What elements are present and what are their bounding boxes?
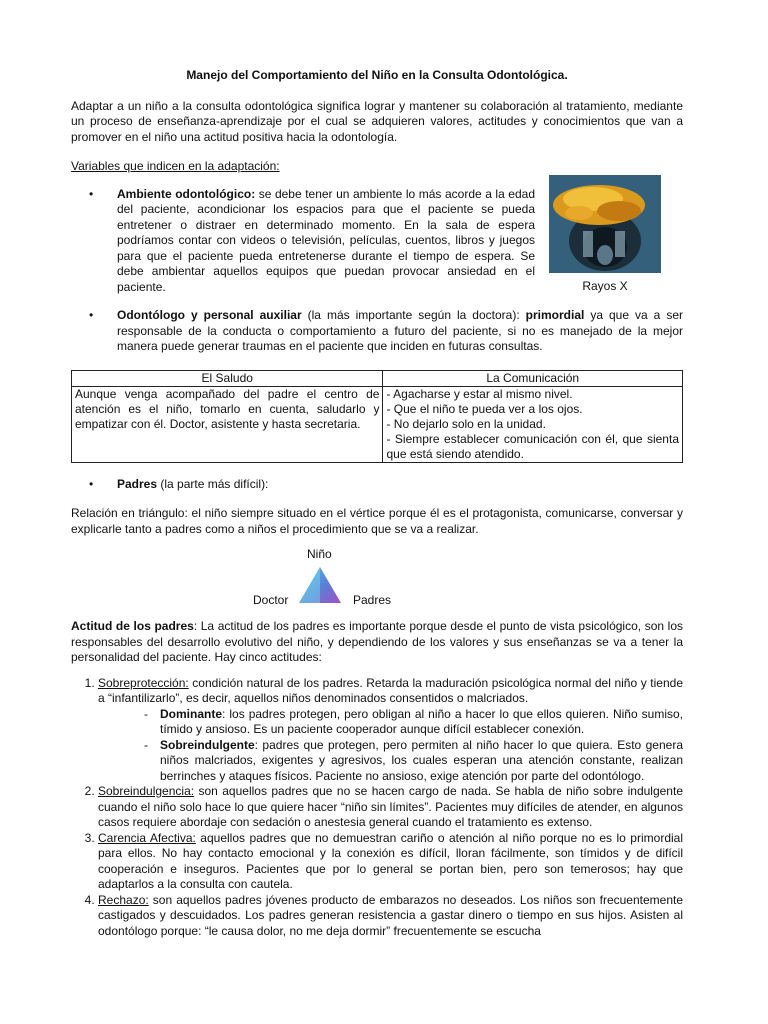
- comunicacion-item: - Siempre establecer comunicación con él, que sienta que está siendo atendido.: [386, 431, 679, 461]
- odontologo-term: Odontólogo y personal auxiliar: [117, 308, 302, 322]
- list-item: [98, 831, 683, 893]
- odontologo-text-1: (la más importante según la doctora):: [301, 308, 526, 322]
- attitude-term: Rechazo:: [98, 892, 149, 907]
- comunicacion-item: - Agacharse y estar al mismo nivel.: [386, 386, 573, 401]
- attitude-text: son aquellos padres que no se hacen cargo de nada. Se habla de niño sobre indulgente cuando el niño solo hace lo que quiere hacer “niño sin límites”. Pacientes muy difíciles de atender, en algunos casos requiere abordaje con sedación o anestesia general cuando el tratamiento es extenso.: [98, 784, 683, 829]
- comunicacion-item: - No dejarlo solo en la unidad.: [386, 416, 546, 431]
- document-page: [71, 68, 683, 939]
- sub-text: : padres que protegen, pero permiten al niño hacer lo que quiera. Esto genera niños malcriados, exigentes y agresivos, los cuales esperan una atención constante, realizan berrinches y ataques físicos. Paciente no ansioso, exige atención por parte del odontólogo.: [160, 737, 683, 783]
- sub-list-item: [144, 738, 683, 785]
- odontologo-term-2: primordial: [525, 308, 585, 322]
- triangle-label-doctor: Doctor: [253, 593, 289, 607]
- list-item: [98, 784, 683, 831]
- attitude-term: Sobreindulgencia:: [98, 784, 195, 798]
- relacion-paragraph: Relación en triángulo: el niño siempre situado en el vértice porque él es el protagonista, comunicarse, conversar y explicarle tanto a padres como a niños el procedimiento que se va a realizar.: [71, 506, 683, 536]
- sub-term: Dominante: [160, 706, 223, 721]
- attitude-text: son aquellos padres jóvenes producto de embarazos no deseados. Los niños son frecuentemente castigados y descuidados. Los padres generan resistencia a gastar dinero o tiempo en sus hijos. Asisten al odontólogo porque: “le causa dolor, no me deja dormir” frecuentemente se escucha: [98, 892, 683, 938]
- table-header-comunicacion: La Comunicación: [383, 370, 683, 386]
- actitud-paragraph: [71, 619, 683, 666]
- xray-image: [549, 175, 661, 273]
- triangle-diagram: [71, 547, 683, 609]
- list-item: [98, 893, 683, 940]
- saludo-cell: Aunque venga acompañado del padre el centro de atención es el niño, tomarlo en cuenta, saludarlo y empatizar con él. Doctor, asistente y hasta secretaria.: [72, 386, 383, 462]
- list-item: [98, 676, 683, 785]
- document-title: Manejo del Comportamiento del Niño en la Consulta Odontológica.: [186, 68, 568, 82]
- padres-term: Padres: [117, 476, 158, 491]
- xray-figure: [549, 175, 661, 295]
- comunicacion-cell: [383, 386, 683, 462]
- comparison-table: [71, 370, 683, 463]
- xray-caption: Rayos X: [582, 278, 628, 293]
- triangle-label-nino: Niño: [307, 547, 332, 561]
- intro-paragraph: Adaptar a un niño a la consulta odontológica significa lograr y mantener su colaboración al tratamiento, mediante un proceso de enseñanza-aprendizaje por el cual se adquieren valores, actitudes y conocimientos que van a promover en el niño una actitud positiva hacia la odontología.: [71, 98, 683, 144]
- ambiente-text: [117, 187, 535, 296]
- sub-list: [98, 707, 683, 785]
- attitudes-list: [71, 676, 683, 940]
- sub-text: : los padres protegen, pero obligan al niño a hacer lo que ellos quieren. Niño sumiso, tímido y ansioso. Es un paciente cooperador aunque difícil establecer conexión.: [160, 706, 683, 736]
- comunicacion-item: - Que el niño te pueda ver a los ojos.: [386, 401, 583, 416]
- attitude-term: Carencia Afectiva:: [98, 830, 196, 845]
- variables-heading: [71, 159, 683, 175]
- table-row: [72, 386, 683, 462]
- ambiente-description: se debe tener un ambiente lo más acorde a la edad del paciente, acondicionar los espacios para que el paciente se pueda entretener o distraer en determinado momento. En la sala de espera podríamos contar con videos o televisión, películas, cuentos, libros y juegos para que el paciente pueda entretenerse durante el tiempo de espera. Se debe ambientar aquellos equipos que puedan provocar ansiedad en el paciente.: [117, 186, 535, 294]
- padres-text: (la parte más difícil):: [157, 476, 269, 491]
- attitude-text: condición natural de los padres. Retarda la maduración psicológica normal del niño y tiende a “infantilizarlo”, es decir, aquellos niños denominados consentidos o malcriados.: [98, 675, 683, 705]
- triangle-label-padres: Padres: [353, 593, 392, 607]
- ambiente-term: Ambiente odontológico:: [117, 186, 256, 201]
- bullet-icon: •: [89, 186, 94, 201]
- triangle-shape: [298, 566, 342, 604]
- attitude-term: Sobreprotección:: [98, 675, 189, 690]
- bullet-icon: •: [89, 308, 94, 322]
- actitud-term: Actitud de los padres: [71, 619, 194, 633]
- odontologo-text-2: ya que va a ser responsable de la conducta o comportamiento a futuro del paciente, si no es manejado de la mejor manera puede generar traumas en el paciente que inciden en futuras consultas.: [117, 308, 683, 353]
- sub-term: Sobreindulgente: [160, 737, 255, 752]
- variables-heading-text: Variables que indicen en la adaptación:: [71, 159, 280, 173]
- attitude-text: aquellos padres que no demuestran cariño o atención al niño porque no es lo primordial para ellos. No hay contacto emocional y la conexión es difícil, lloran fácilmente, son tímidos y de difícil cooperación e inseguros. Pacientes que por lo general se portan bien, pero son temerosos; hay que adaptarlos a la consulta con cautela.: [98, 830, 683, 891]
- table-header-row: [72, 370, 683, 386]
- bullet-icon: •: [89, 476, 94, 491]
- sub-list-item: [144, 707, 683, 738]
- table-header-saludo: El Saludo: [72, 370, 383, 386]
- bullet-padres: [71, 477, 683, 493]
- bullet-odontologo: [71, 308, 683, 355]
- actitud-text: : La actitud de los padres es importante porque desde el punto de vista psicológico, son los responsables del desarrollo evolutivo del niño, y dependiendo de los valores y sus enseñanzas se va a tener la personalidad del paciente. Hay cinco actitudes:: [71, 619, 683, 664]
- ambiente-section: [71, 187, 683, 296]
